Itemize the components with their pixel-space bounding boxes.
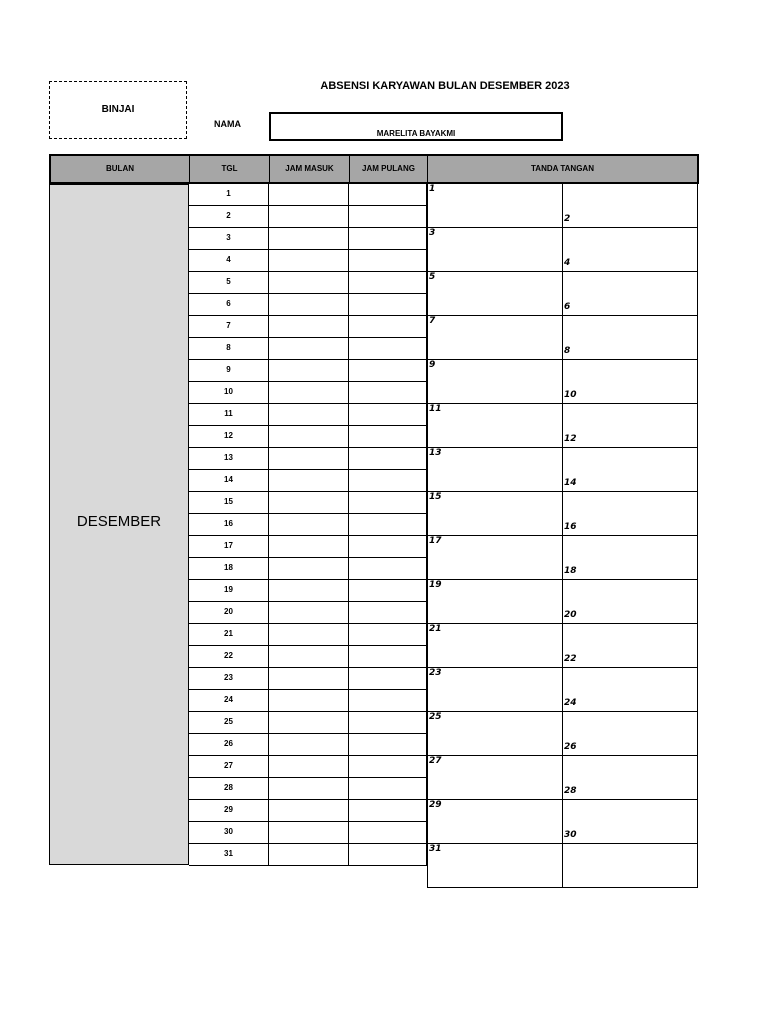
signature-day-number: 22 (564, 654, 577, 664)
table-row (189, 426, 427, 448)
signature-day-number: 8 (564, 346, 571, 356)
table-row (189, 250, 427, 272)
signature-day-number: 27 (429, 756, 442, 766)
date-cell: 9 (189, 360, 269, 382)
signature-cell[interactable] (563, 756, 698, 800)
date-cell: 18 (189, 558, 269, 580)
jam-pulang-cell[interactable] (349, 602, 427, 624)
table-row (189, 338, 427, 360)
jam-pulang-cell[interactable] (349, 536, 427, 558)
signature-row (427, 492, 698, 536)
signature-day-number: 24 (564, 698, 577, 708)
attendance-rows (189, 184, 427, 866)
jam-masuk-cell[interactable] (269, 536, 349, 558)
signature-day-number: 10 (564, 390, 577, 400)
jam-masuk-cell[interactable] (269, 184, 349, 206)
jam-masuk-cell[interactable] (269, 382, 349, 404)
date-cell: 27 (189, 756, 269, 778)
jam-masuk-cell[interactable] (269, 668, 349, 690)
table-row (189, 536, 427, 558)
signature-day-number: 25 (429, 712, 442, 722)
jam-pulang-cell[interactable] (349, 778, 427, 800)
signature-cell[interactable] (427, 668, 563, 712)
nama-label: NAMA (214, 119, 241, 129)
table-row (189, 734, 427, 756)
signature-day-number: 17 (429, 536, 442, 546)
signature-row (427, 580, 698, 624)
signature-day-number: 31 (429, 844, 442, 854)
signature-day-number: 21 (429, 624, 442, 634)
signature-cell[interactable] (563, 668, 698, 712)
jam-pulang-cell[interactable] (349, 184, 427, 206)
table-row (189, 668, 427, 690)
signature-row (427, 668, 698, 712)
date-cell: 5 (189, 272, 269, 294)
signature-cell[interactable] (427, 448, 563, 492)
table-row (189, 690, 427, 712)
jam-pulang-cell[interactable] (349, 668, 427, 690)
branch-label: BINJAI (101, 104, 135, 115)
jam-masuk-cell[interactable] (269, 800, 349, 822)
date-cell: 31 (189, 844, 269, 866)
month-column (49, 184, 189, 865)
table-row (189, 844, 427, 866)
jam-pulang-cell[interactable] (349, 558, 427, 580)
date-cell: 11 (189, 404, 269, 426)
table-row (189, 184, 427, 206)
signature-cell[interactable] (563, 712, 698, 756)
signature-cell[interactable] (563, 492, 698, 536)
jam-masuk-cell[interactable] (269, 602, 349, 624)
jam-pulang-cell[interactable] (349, 206, 427, 228)
branch-box (49, 81, 187, 139)
date-cell: 19 (189, 580, 269, 602)
signature-day-number: 14 (564, 478, 577, 488)
date-cell: 25 (189, 712, 269, 734)
date-cell: 30 (189, 822, 269, 844)
jam-masuk-cell[interactable] (269, 404, 349, 426)
signature-cell[interactable] (563, 272, 698, 316)
table-row (189, 558, 427, 580)
table-row (189, 580, 427, 602)
date-cell: 14 (189, 470, 269, 492)
signature-cell[interactable] (563, 316, 698, 360)
table-row (189, 756, 427, 778)
table-row (189, 316, 427, 338)
jam-masuk-cell[interactable] (269, 844, 349, 866)
jam-masuk-cell[interactable] (269, 690, 349, 712)
table-row (189, 778, 427, 800)
signature-day-number: 4 (564, 258, 571, 268)
page-title: ABSENSI KARYAWAN BULAN DESEMBER 2023 (320, 80, 570, 92)
jam-pulang-cell[interactable] (349, 448, 427, 470)
date-cell: 17 (189, 536, 269, 558)
jam-pulang-cell[interactable] (349, 514, 427, 536)
jam-pulang-cell[interactable] (349, 404, 427, 426)
signature-cell[interactable] (427, 800, 563, 844)
employee-name: MARELITA BAYAKMI (376, 129, 456, 138)
jam-masuk-cell[interactable] (269, 272, 349, 294)
signature-cell[interactable] (563, 360, 698, 404)
signature-cell[interactable] (563, 536, 698, 580)
signature-cell[interactable] (563, 624, 698, 668)
jam-masuk-cell[interactable] (269, 426, 349, 448)
date-cell: 15 (189, 492, 269, 514)
table-row (189, 448, 427, 470)
header-jam-masuk: JAM MASUK (270, 156, 350, 182)
jam-pulang-cell[interactable] (349, 382, 427, 404)
table-header (49, 154, 699, 184)
table-row (189, 206, 427, 228)
signature-cell[interactable] (427, 184, 563, 228)
jam-masuk-cell[interactable] (269, 448, 349, 470)
signature-cell[interactable] (563, 184, 698, 228)
date-cell: 16 (189, 514, 269, 536)
table-row (189, 624, 427, 646)
signature-row (427, 844, 698, 888)
signature-cell[interactable] (427, 712, 563, 756)
header-tgl: TGL (190, 156, 270, 182)
date-cell: 6 (189, 294, 269, 316)
signature-day-number: 30 (564, 830, 577, 840)
signature-row (427, 624, 698, 668)
table-row (189, 294, 427, 316)
date-cell: 1 (189, 184, 269, 206)
signature-row (427, 536, 698, 580)
jam-pulang-cell[interactable] (349, 294, 427, 316)
signature-cell[interactable] (427, 228, 563, 272)
signature-row (427, 228, 698, 272)
employee-name-field[interactable] (269, 112, 563, 141)
date-cell: 3 (189, 228, 269, 250)
signature-row (427, 448, 698, 492)
signature-day-number: 3 (429, 228, 436, 238)
signature-day-number: 2 (564, 214, 571, 224)
signature-cell[interactable] (427, 404, 563, 448)
jam-masuk-cell[interactable] (269, 294, 349, 316)
jam-pulang-cell[interactable] (349, 316, 427, 338)
jam-masuk-cell[interactable] (269, 822, 349, 844)
jam-masuk-cell[interactable] (269, 360, 349, 382)
date-cell: 29 (189, 800, 269, 822)
jam-pulang-cell[interactable] (349, 492, 427, 514)
signature-day-number: 26 (564, 742, 577, 752)
signature-cell[interactable] (427, 360, 563, 404)
jam-pulang-cell[interactable] (349, 800, 427, 822)
signature-cell[interactable] (427, 316, 563, 360)
signature-day-number: 16 (564, 522, 577, 532)
date-cell: 7 (189, 316, 269, 338)
date-cell: 20 (189, 602, 269, 624)
date-cell: 23 (189, 668, 269, 690)
jam-masuk-cell[interactable] (269, 558, 349, 580)
signature-row (427, 360, 698, 404)
table-row (189, 602, 427, 624)
jam-pulang-cell[interactable] (349, 624, 427, 646)
signature-row (427, 404, 698, 448)
date-cell: 24 (189, 690, 269, 712)
jam-masuk-cell[interactable] (269, 492, 349, 514)
table-row (189, 646, 427, 668)
signature-row (427, 184, 698, 228)
jam-pulang-cell[interactable] (349, 338, 427, 360)
table-row (189, 382, 427, 404)
signature-day-number: 20 (564, 610, 577, 620)
table-row (189, 470, 427, 492)
table-row (189, 404, 427, 426)
jam-pulang-cell[interactable] (349, 756, 427, 778)
signature-row (427, 316, 698, 360)
signature-day-number: 12 (564, 434, 577, 444)
signature-cell[interactable] (563, 404, 698, 448)
signature-day-number: 15 (429, 492, 442, 502)
date-cell: 21 (189, 624, 269, 646)
table-row (189, 360, 427, 382)
signature-cell[interactable] (427, 844, 563, 888)
table-row (189, 712, 427, 734)
jam-masuk-cell[interactable] (269, 316, 349, 338)
jam-masuk-cell[interactable] (269, 756, 349, 778)
signature-grid (427, 184, 698, 888)
signature-row (427, 756, 698, 800)
header-tanda-tangan: TANDA TANGAN (531, 164, 594, 173)
signature-cell[interactable] (563, 800, 698, 844)
month-label: DESEMBER (76, 513, 162, 530)
table-row (189, 800, 427, 822)
signature-cell[interactable] (427, 272, 563, 316)
signature-cell[interactable] (427, 624, 563, 668)
jam-pulang-cell[interactable] (349, 470, 427, 492)
jam-pulang-cell[interactable] (349, 646, 427, 668)
signature-cell[interactable] (563, 448, 698, 492)
signature-day-number: 23 (429, 668, 442, 678)
jam-masuk-cell[interactable] (269, 514, 349, 536)
header-jam-pulang: JAM PULANG (350, 156, 428, 182)
jam-masuk-cell[interactable] (269, 580, 349, 602)
jam-pulang-cell[interactable] (349, 272, 427, 294)
signature-day-number: 28 (564, 786, 577, 796)
date-cell: 4 (189, 250, 269, 272)
jam-pulang-cell[interactable] (349, 250, 427, 272)
signature-cell[interactable] (427, 536, 563, 580)
signature-day-number: 9 (429, 360, 436, 370)
table-row (189, 514, 427, 536)
table-row (189, 822, 427, 844)
date-cell: 28 (189, 778, 269, 800)
jam-masuk-cell[interactable] (269, 646, 349, 668)
jam-pulang-cell[interactable] (349, 360, 427, 382)
signature-day-number: 7 (429, 316, 436, 326)
signature-day-number: 13 (429, 448, 442, 458)
jam-pulang-cell[interactable] (349, 580, 427, 602)
date-cell: 8 (189, 338, 269, 360)
signature-cell[interactable] (427, 580, 563, 624)
jam-masuk-cell[interactable] (269, 250, 349, 272)
jam-masuk-cell[interactable] (269, 734, 349, 756)
table-row (189, 272, 427, 294)
signature-row (427, 712, 698, 756)
signature-cell[interactable] (563, 228, 698, 272)
table-row (189, 492, 427, 514)
jam-masuk-cell[interactable] (269, 206, 349, 228)
jam-pulang-cell[interactable] (349, 712, 427, 734)
signature-cell[interactable] (427, 756, 563, 800)
signature-cell[interactable] (563, 844, 698, 888)
jam-masuk-cell[interactable] (269, 624, 349, 646)
signature-day-number: 6 (564, 302, 571, 312)
signature-cell[interactable] (563, 580, 698, 624)
signature-row (427, 272, 698, 316)
signature-day-number: 29 (429, 800, 442, 810)
date-cell: 12 (189, 426, 269, 448)
jam-pulang-cell[interactable] (349, 844, 427, 866)
jam-masuk-cell[interactable] (269, 712, 349, 734)
signature-day-number: 5 (429, 272, 436, 282)
jam-pulang-cell[interactable] (349, 426, 427, 448)
jam-masuk-cell[interactable] (269, 778, 349, 800)
header-bulan: BULAN (51, 156, 190, 182)
date-cell: 2 (189, 206, 269, 228)
signature-day-number: 11 (429, 404, 442, 414)
signature-row (427, 800, 698, 844)
date-cell: 26 (189, 734, 269, 756)
jam-masuk-cell[interactable] (269, 470, 349, 492)
signature-day-number: 18 (564, 566, 577, 576)
date-cell: 22 (189, 646, 269, 668)
jam-pulang-cell[interactable] (349, 734, 427, 756)
signature-cell[interactable] (427, 492, 563, 536)
jam-pulang-cell[interactable] (349, 228, 427, 250)
date-cell: 10 (189, 382, 269, 404)
jam-pulang-cell[interactable] (349, 690, 427, 712)
date-cell: 13 (189, 448, 269, 470)
table-row (189, 228, 427, 250)
signature-day-number: 1 (429, 184, 436, 194)
jam-pulang-cell[interactable] (349, 822, 427, 844)
signature-day-number: 19 (429, 580, 442, 590)
jam-masuk-cell[interactable] (269, 228, 349, 250)
jam-masuk-cell[interactable] (269, 338, 349, 360)
